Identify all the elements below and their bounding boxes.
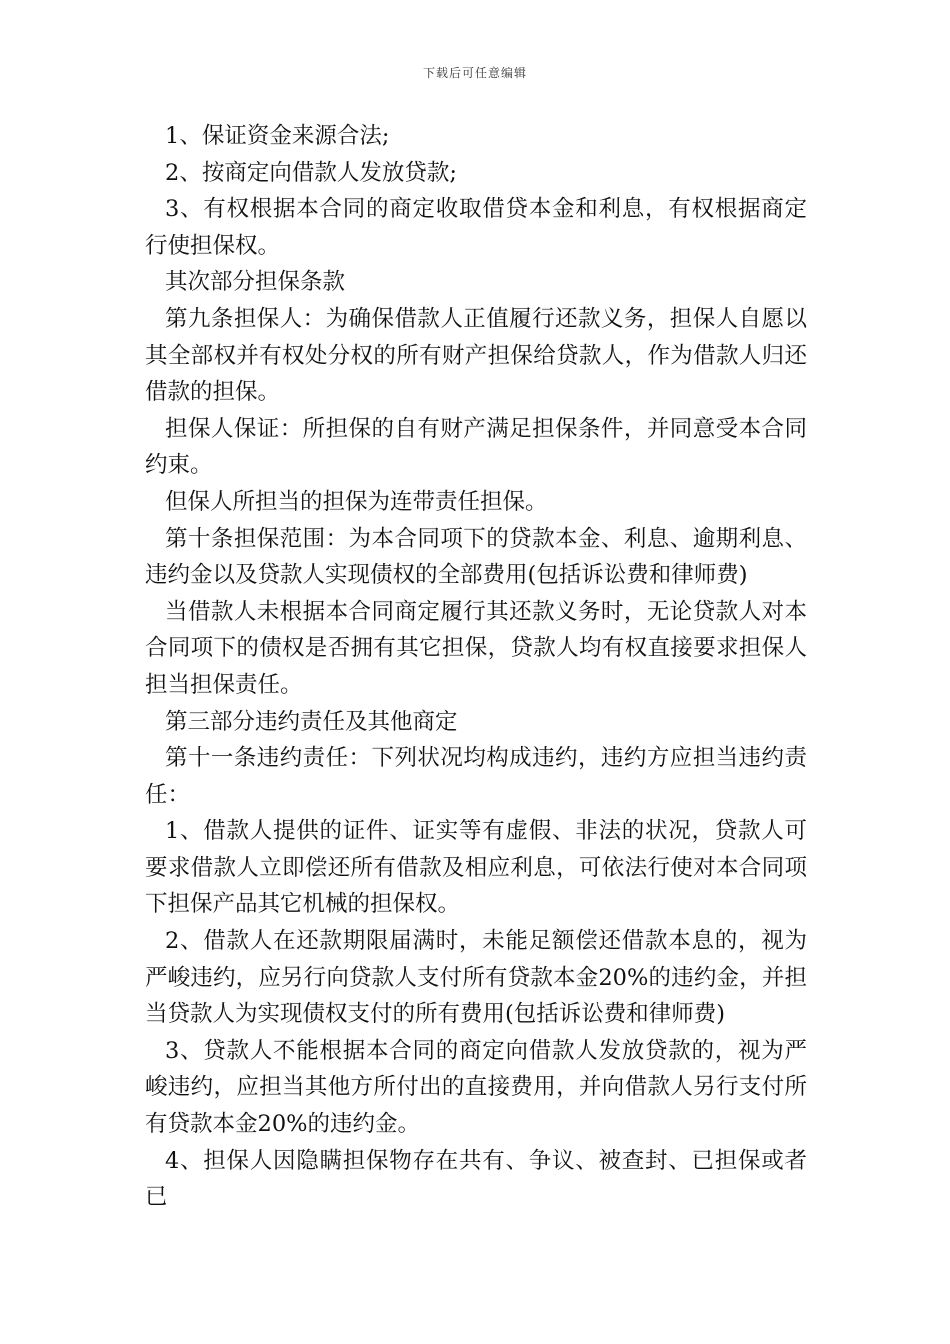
joint-liability: 但保人所担当的担保为连带责任担保。	[165, 488, 548, 515]
article-9: 第九条担保人：为确保借款人正值履行还款义务，担保人自愿以其全部权并有权处分权的所有财产担保给贷款人，作为借款人归还借款的担保。	[145, 305, 807, 406]
direct-claim: 当借款人未根据本合同商定履行其还款义务时，无论贷款人对本合同项下的债权是否拥有其它担保，贷款人均有权直接要求担保人担当担保责任。	[145, 598, 807, 698]
breach-item-1: 1、借款人提供的证件、证实等有虚假、非法的状况，贷款人可要求借款人立即偿还所有借款及相应利息，可依法行使对本合同项下担保产品其它机械的担保权。	[145, 818, 807, 918]
paragraph-1: 1、保证资金来源合法;	[165, 123, 390, 149]
breach-item-2: 2、借款人在还款期限届满时，未能足额偿还借款本息的，视为严峻违约，应另行向贷款人支付所有贷款本金20%的违约金，并担当贷款人为实现债权支付的所有费用(包括诉讼费和律师费)	[145, 928, 807, 1028]
document-body	[145, 118, 807, 1216]
breach-item-4: 4、担保人因隐瞒担保物存在共有、争议、被查封、已担保或者已	[145, 1147, 807, 1211]
section-heading-2: 其次部分担保条款	[165, 269, 346, 296]
paragraph-3: 3、有权根据本合同的商定收取借贷本金和利息，有权根据商定行使担保权。	[145, 196, 807, 259]
article-10: 第十条担保范围：为本合同项下的贷款本金、利息、逾期利息、违约金以及贷款人实现债权的全部费用(包括诉讼费和律师费)	[145, 525, 807, 589]
breach-item-3: 3、贷款人不能根据本合同的商定向借款人发放贷款的，视为严峻违约，应担当其他方所付出的直接费用，并向借款人另行支付所有贷款本金20%的违约金。	[145, 1037, 807, 1138]
page-header: 下载后可任意编辑	[422, 66, 527, 80]
paragraph-2: 2、按商定向借款人发放贷款;	[165, 159, 457, 186]
section-heading-3: 第三部分违约责任及其他商定	[165, 708, 458, 735]
guarantor-pledge: 担保人保证：所担保的自有财产满足担保条件，并同意受本合同约束。	[145, 415, 807, 479]
article-11: 第十一条违约责任：下列状况均构成违约，违约方应担当违约责任：	[145, 745, 807, 808]
